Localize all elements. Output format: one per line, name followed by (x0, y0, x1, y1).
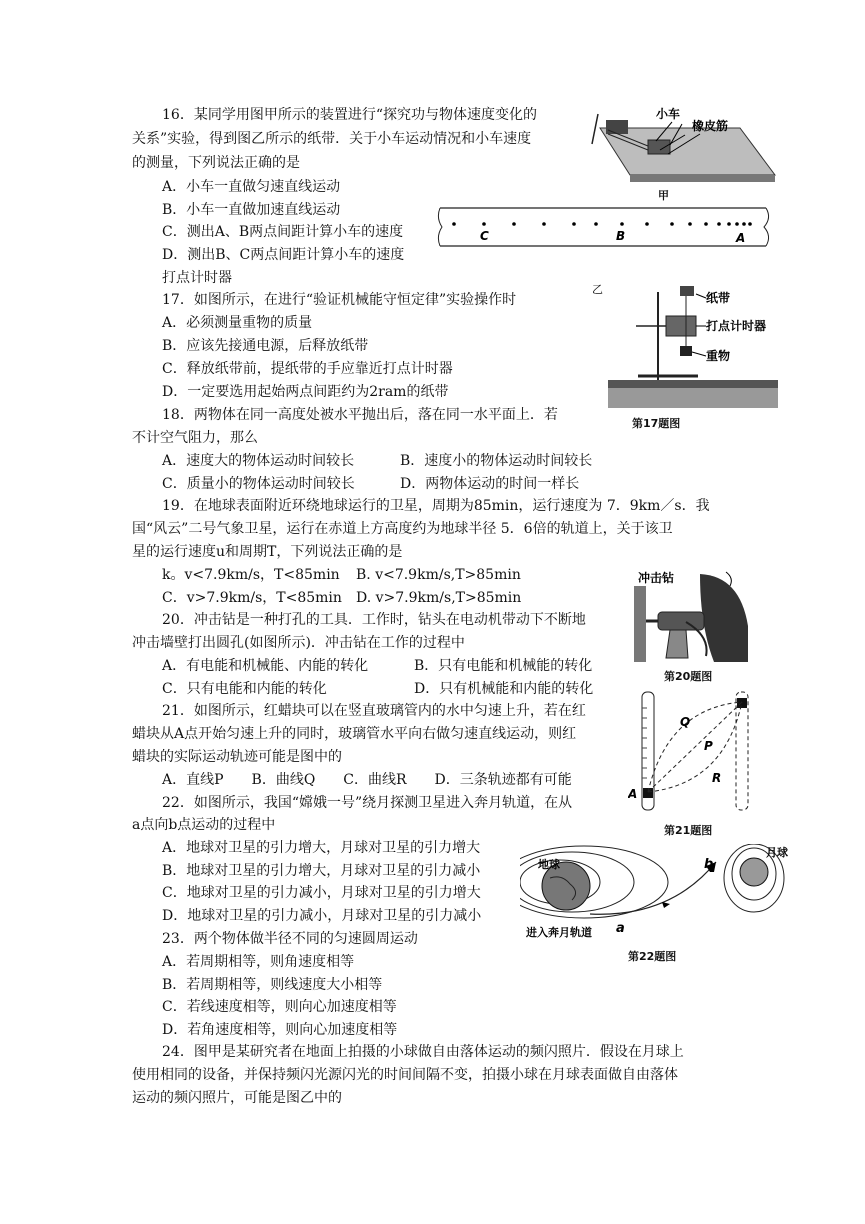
figure-q20-impact-drill (630, 566, 750, 662)
q20-option-a: A．有电能和机械能、内能的转化 (162, 658, 369, 674)
q16-stem-line1: 16．某同学用图甲所示的装置进行“探究功与物体速度变化的 (162, 107, 537, 123)
label-paper-tape: 纸带 (706, 291, 731, 305)
q22-option-b: B．地球对卫星的引力增大，月球对卫星的引力减小 (162, 863, 481, 879)
q23-stem: 23．两个物体做半径不同的匀速圆周运动 (162, 931, 418, 947)
q22-caption: 第22题图 (628, 950, 677, 963)
q23-option-b: B．若周期相等，则线速度大小相等 (162, 977, 383, 993)
q24-stem-line3: 运动的频闪照片，可能是图乙中的 (132, 1090, 342, 1106)
figure-q22-lunar-orbit (520, 844, 792, 944)
label-impact-drill: 冲击钻 (638, 571, 675, 585)
q18-option-b: B．速度小的物体运动时间较长 (400, 453, 593, 469)
q24-stem-line2: 使用相同的设备，并保持频闪光源闪光的时间间隔不变，拍摄小球在月球表面做自由落体 (132, 1067, 678, 1083)
q19-stem-line3: 星的运行速度u和周期T，下列说法正确的是 (132, 544, 403, 560)
label-point-b-orbit: b (704, 857, 714, 872)
figure-yi-paper-tape (436, 204, 776, 250)
q21-stem-line2: 蜡块从A点开始匀速上升的同时，玻璃管水平向右做匀速直线运动，则红 (132, 726, 577, 742)
q22-option-d: D．地球对卫星的引力减小，月球对卫星的引力减小 (162, 908, 482, 924)
q16-option-a: A．小车一直做匀速直线运动 (162, 179, 341, 195)
label-curve-r: R (712, 771, 722, 785)
q19-option-a: k。v<7.9km/s，T<85min (162, 567, 340, 583)
q17-option-c: C．释放纸带前，提纸带的手应靠近打点计时器 (162, 361, 453, 377)
label-point-a: A (736, 231, 746, 245)
figure-q17-apparatus (608, 280, 778, 410)
q18-stem-line2: 不计空气阻力，那么 (132, 430, 258, 446)
q22-stem-line2: a点向b点运动的过程中 (132, 817, 276, 833)
q21-options: A．直线P B．曲线Q C．曲线R D．三条轨迹都有可能 (162, 772, 572, 788)
label-point-b: B (616, 229, 626, 243)
q20-stem-line1: 20．冲击钻是一种打孔的工具．工作时，钻头在电动机带动下不断地 (162, 612, 586, 628)
q23-option-c: C．若线速度相等，则向心加速度相等 (162, 999, 397, 1015)
q21-stem-line1: 21．如图所示，红蜡块可以在竖直玻璃管内的水中匀速上升，若在红 (162, 703, 586, 719)
q16-stem-line3: 的测量，下列说法正确的是 (132, 155, 300, 171)
label-curve-q: Q (680, 715, 691, 729)
q16-stem-line2: 关系”实验，得到图乙所示的纸带．关于小车运动情况和小车速度 (132, 131, 532, 147)
label-point-a-orbit: a (616, 921, 625, 936)
q16-option-c: C．测出A、B两点间距计算小车的速度 (162, 224, 404, 240)
figure-jia-cart-board (590, 100, 780, 188)
q16-option-d: D．测出B、C两点间距计算小车的速度 (162, 247, 405, 263)
q23-option-d: D．若角速度相等，则向心加速度相等 (162, 1022, 398, 1038)
q19-stem-line1: 19．在地球表面附近环绕地球运行的卫星，周期为85min，运行速度为 7．9km／s．我 (162, 498, 710, 514)
q20-stem-line2: 冲击墙壁打出圆孔(如图所示)．冲击钻在工作的过程中 (132, 635, 465, 651)
q22-stem-line1: 22．如图所示，我国“嫦娥一号”绕月探测卫星进入奔月轨道，在从 (162, 795, 573, 811)
q20-caption: 第20题图 (664, 670, 713, 683)
q17-option-a: A．必须测量重物的质量 (162, 315, 313, 331)
q19-option-c: C．v>7.9km/s，T<85min (162, 590, 342, 606)
q20-option-b: B．只有电能和机械能的转化 (414, 658, 593, 674)
q17-option-d: D．一定要选用起始两点间距约为2ram的纸带 (162, 384, 449, 400)
label-line-p: P (704, 739, 713, 753)
q18-option-d: D．两物体运动的时间一样长 (400, 476, 580, 492)
label-trans-lunar-orbit: 进入奔月轨道 (526, 926, 592, 939)
q19-stem-line2: 国“风云”二号气象卫星，运行在赤道上方高度约为地球半径 5．6倍的轨道上，关于该卫 (132, 521, 673, 537)
q17-caption: 第17题图 (632, 417, 681, 430)
label-point-c: C (480, 229, 489, 243)
q22-option-a: A．地球对卫星的引力增大，月球对卫星的引力增大 (162, 840, 481, 856)
label-earth: 地球 (538, 858, 560, 871)
figure-q21-glass-tubes (628, 688, 758, 816)
q20-option-d: D．只有机械能和内能的转化 (414, 681, 594, 697)
q23-option-a: A．若周期相等，则角速度相等 (162, 954, 355, 970)
label-point-a-q21: A (628, 787, 638, 801)
q16-option-b: B．小车一直做加速直线运动 (162, 202, 341, 218)
label-rubber-band: 橡皮筋 (692, 119, 729, 133)
q21-caption: 第21题图 (664, 824, 713, 837)
q24-stem-line1: 24．图甲是某研究者在地面上拍摄的小球做自由落体运动的频闪照片．假设在月球上 (162, 1044, 684, 1060)
q20-option-c: C．只有电能和内能的转化 (162, 681, 327, 697)
label-timer: 打点计时器 (706, 319, 767, 333)
q17-stem: 17．如图所示，在进行“验证机械能守恒定律”实验操作时 (162, 292, 517, 308)
q22-option-c: C．地球对卫星的引力减小，月球对卫星的引力增大 (162, 885, 481, 901)
q19-option-b: B. v<7.9km/s,T>85min (356, 567, 521, 583)
q18-option-a: A．速度大的物体运动时间较长 (162, 453, 355, 469)
label-yi: 乙 (592, 283, 603, 296)
q18-option-c: C．质量小的物体运动时间较长 (162, 476, 355, 492)
label-jia: 甲 (658, 189, 669, 202)
stray-label-timer: 打点计时器 (162, 270, 232, 286)
q18-stem-line1: 18．两物体在同一高度处被水平抛出后，落在同一水平面上．若 (162, 407, 558, 423)
q19-option-d: D. v>7.9km/s,T>85min (356, 590, 522, 606)
q17-option-b: B．应该先接通电源，后释放纸带 (162, 338, 369, 354)
label-weight: 重物 (706, 349, 731, 363)
q21-stem-line3: 蜡块的实际运动轨迹可能是图中的 (132, 749, 342, 765)
label-moon: 月球 (766, 846, 788, 859)
label-cart: 小车 (656, 107, 681, 121)
